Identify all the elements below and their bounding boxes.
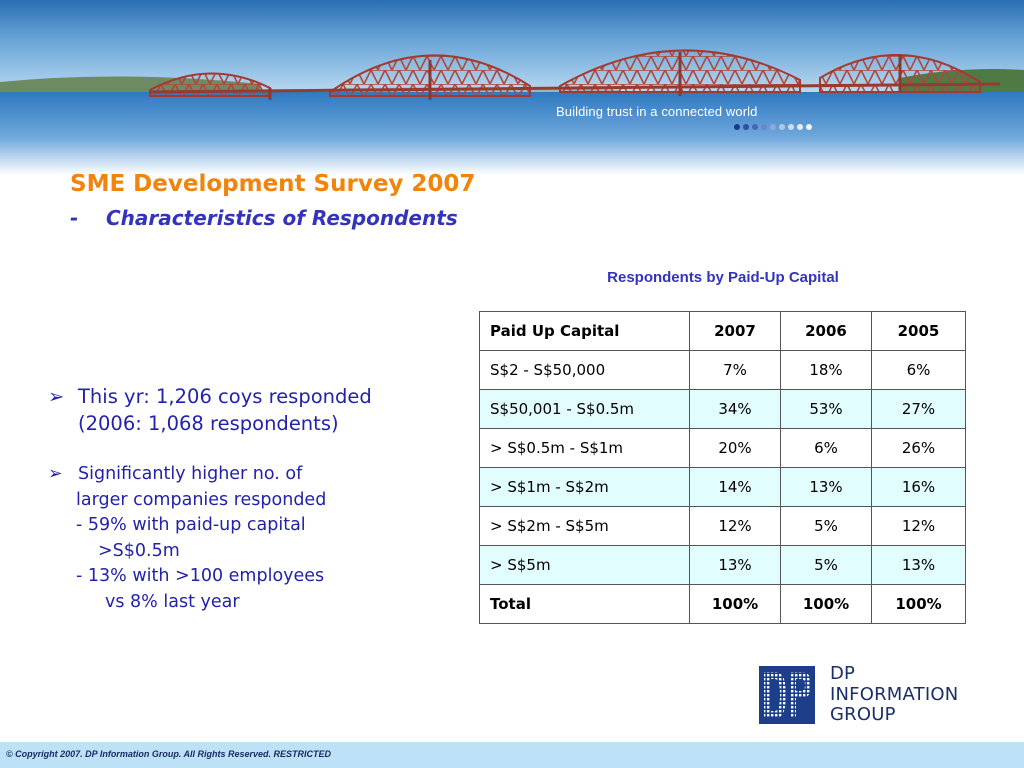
header-cell-2006: 2006	[781, 312, 872, 351]
logo-line-group: GROUP	[830, 704, 896, 725]
company-logo	[759, 663, 979, 728]
cell-2006: 5%	[781, 546, 872, 585]
logo-line-information: INFORMATION	[830, 683, 959, 705]
table-row	[480, 507, 966, 546]
header-cell-2005: 2005	[872, 312, 966, 351]
banner-dot-icon	[752, 124, 758, 130]
cell-2006: 13%	[781, 468, 872, 507]
cell-2006: 6%	[781, 429, 872, 468]
table-row	[480, 429, 966, 468]
total-2005: 100%	[872, 585, 966, 624]
banner-dot-icon	[734, 124, 740, 130]
cell-2007: 7%	[690, 351, 781, 390]
cell-2006: 53%	[781, 390, 872, 429]
banner-tagline: Building trust in a connected world	[556, 104, 758, 119]
cell-2005: 13%	[872, 546, 966, 585]
banner-dot-icon	[779, 124, 785, 130]
cell-2006: 5%	[781, 507, 872, 546]
cell-2007: 13%	[690, 546, 781, 585]
bullet-respondents	[48, 383, 372, 437]
row-label: > S$1m - S$2m	[480, 468, 690, 507]
header-cell-2007: 2007	[690, 312, 781, 351]
page-title: SME Development Survey 2007	[70, 171, 476, 197]
cell-2005: 12%	[872, 507, 966, 546]
subtitle-text: Characteristics of Respondents	[106, 206, 458, 230]
bullet-larger-companies	[48, 462, 326, 615]
footer-bar	[0, 742, 1024, 768]
banner-dot-icon	[788, 124, 794, 130]
total-label: Total	[480, 585, 690, 624]
bullet-line: >S$0.5m	[98, 540, 180, 561]
header-cell-paid-up-capital: Paid Up Capital	[480, 312, 690, 351]
bullet-line: Significantly higher no. of	[78, 464, 303, 484]
cell-2007: 14%	[690, 468, 781, 507]
table-row	[480, 546, 966, 585]
banner-dot-icon	[806, 124, 812, 130]
cell-2005: 6%	[872, 351, 966, 390]
cell-2007: 34%	[690, 390, 781, 429]
row-label: S$50,001 - S$0.5m	[480, 390, 690, 429]
bullet-line: (2006: 1,068 respondents)	[78, 412, 339, 435]
row-label: > S$2m - S$5m	[480, 507, 690, 546]
dp-logo-mark-icon	[759, 666, 815, 724]
bullet-arrow-icon: ➢	[48, 464, 63, 484]
logo-line-dp: DP	[830, 663, 856, 684]
cell-2005: 26%	[872, 429, 966, 468]
header-banner	[0, 0, 1024, 175]
cell-2007: 20%	[690, 429, 781, 468]
bullet-arrow-icon: ➢	[48, 385, 65, 408]
subtitle-dash: -	[70, 206, 79, 230]
bridge-banner-image	[0, 0, 1024, 175]
table-row	[480, 468, 966, 507]
banner-dot-icon	[761, 124, 767, 130]
cell-2005: 27%	[872, 390, 966, 429]
cell-2005: 16%	[872, 468, 966, 507]
table-total-row	[480, 585, 966, 624]
cell-2006: 18%	[781, 351, 872, 390]
total-2006: 100%	[781, 585, 872, 624]
page-subtitle	[70, 206, 458, 230]
bullet-line: larger companies responded	[76, 489, 327, 510]
table-caption: Respondents by Paid-Up Capital	[607, 269, 839, 286]
bullet-line: This yr: 1,206 coys responded	[78, 385, 372, 408]
banner-dot-icon	[743, 124, 749, 130]
bullet-line: - 13% with >100 employees	[76, 566, 325, 586]
banner-dots	[734, 124, 812, 130]
banner-dot-icon	[797, 124, 803, 130]
row-label: > S$0.5m - S$1m	[480, 429, 690, 468]
row-label: > S$5m	[480, 546, 690, 585]
copyright-text: © Copyright 2007. DP Information Group. All Rights Reserved. RESTRICTED	[6, 749, 332, 759]
banner-dot-icon	[770, 124, 776, 130]
bullet-line: vs 8% last year	[105, 591, 240, 612]
table-row	[480, 351, 966, 390]
logo-wordmark	[830, 664, 958, 726]
cell-2007: 12%	[690, 507, 781, 546]
total-2007: 100%	[690, 585, 781, 624]
bullet-line: - 59% with paid-up capital	[76, 515, 306, 535]
paid-up-capital-table	[479, 311, 966, 624]
table-row	[480, 390, 966, 429]
table-header-row	[480, 312, 966, 351]
row-label: S$2 - S$50,000	[480, 351, 690, 390]
